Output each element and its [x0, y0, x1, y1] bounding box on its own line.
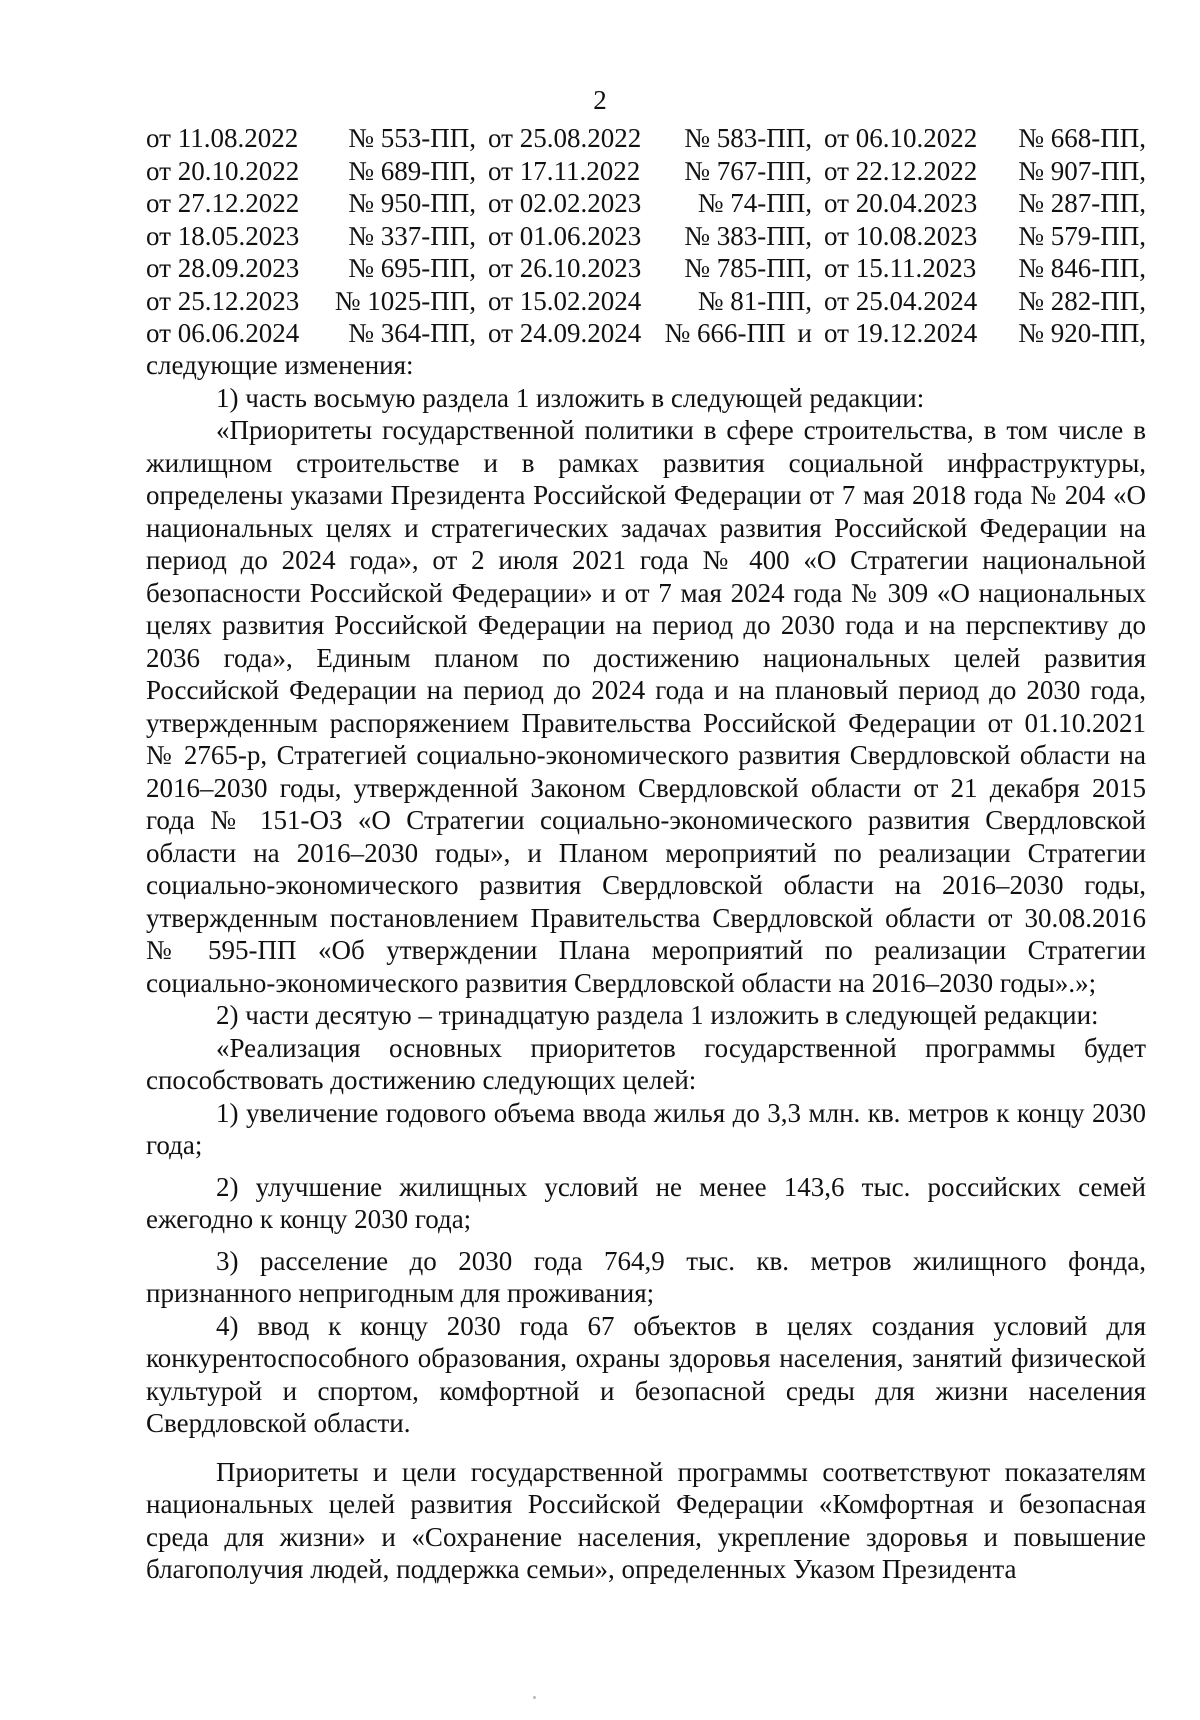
reference-number-text: № 695-ПП, — [348, 253, 476, 283]
reference-number — [1018, 252, 1146, 285]
reference-number — [698, 187, 812, 220]
reference-date: от 28.09.2023 — [146, 253, 300, 283]
paragraph: следующие изменения: — [146, 350, 414, 380]
reference-number — [1018, 122, 1146, 155]
reference-number-text: № 689-ПП, — [348, 155, 476, 186]
reference-date: от 26.10.2023 — [488, 253, 642, 283]
reference-conjunction: и — [797, 318, 812, 348]
reference-entry — [824, 122, 1146, 155]
reference-number-text: № 666-ПП — [664, 318, 786, 348]
reference-date: от 01.06.2023 — [488, 220, 642, 251]
paragraph: «Приоритеты государственной политики в сфере строительства, в том числе в жилищном строительстве и в рамках развития социальной инфраструктуры, определены указами Президента Российской Федерации от 7 мая 2018 года № 204 «О национальных целях и стратегических задачах развития Российской Федерации на период до 2024 года», от 2 июля 2021 года № 400 «О Стратегии национальной безопасности Российской Федерации» и от 7 мая 2024 года № 309 «О национальных целях развития Российской Федерации на период до 2030 года и на перспективу до 2036 года», Единым планом по достижению национальных целей развития Российской Федерации на период до 2024 года и на плановый период до 2030 года, утвержденным распоряжением Правительства Российской Федерации от 01.10.2021 № 2765-р, Стратегией социально-экономического развития Свердловской области на 2016–2030 годы, утвержденной Законом Свердловской области от 21 декабря 2015 года № 151-ОЗ «О Стратегии социально-экономического развития Свердловской области на 2016–2030 годы», и Планом мероприятий по реализации Стратегии социально-экономического развития Свердловской области на 2016–2030 годы, утвержденным постановлением Правительства Свердловской области от 30.08.2016 № 595-ПП «Об утверждении Плана мероприятий по реализации Стратегии социально-экономического развития Свердловской области на 2016–2030 годы».»; — [146, 415, 1146, 998]
reference-number — [665, 317, 812, 350]
reference-number-text: № 920-ПП, — [1018, 318, 1146, 348]
reference-date: от 02.02.2023 — [488, 188, 642, 218]
decree-references — [146, 122, 1146, 350]
reference-entry — [488, 155, 824, 188]
reference-number-text: № 950-ПП, — [348, 188, 476, 218]
reference-number — [1018, 317, 1146, 350]
reference-entry — [488, 122, 824, 155]
reference-number-text: № 767-ПП, — [684, 155, 812, 186]
reference-number-text: № 337-ПП, — [348, 220, 476, 251]
scan-artifact — [533, 1696, 536, 1699]
reference-date: от 19.12.2024 — [824, 318, 978, 348]
reference-date: от 15.11.2023 — [824, 253, 977, 283]
reference-date: от 22.12.2022 — [824, 155, 978, 186]
document-body — [146, 349, 1146, 1586]
reference-number — [348, 252, 476, 285]
reference-number-text: № 579-ПП, — [1018, 220, 1146, 251]
reference-number-text: № 81-ПП, — [697, 285, 812, 316]
reference-number — [698, 285, 812, 318]
reference-entry — [146, 252, 488, 285]
reference-row — [146, 122, 1146, 155]
reference-entry — [824, 155, 1146, 188]
reference-entry — [488, 187, 824, 220]
reference-entry — [488, 220, 824, 253]
reference-number-text: № 553-ПП, — [348, 123, 476, 153]
reference-number — [1018, 285, 1146, 318]
reference-number-text: № 383-ПП, — [684, 220, 812, 251]
reference-entry — [146, 122, 488, 155]
reference-row — [146, 220, 1146, 253]
reference-row — [146, 252, 1146, 285]
reference-number-text: № 364-ПП, — [348, 318, 476, 348]
reference-date: от 25.08.2022 — [488, 123, 642, 153]
reference-entry — [488, 252, 824, 285]
reference-number-text: № 668-ПП, — [1018, 123, 1146, 153]
reference-date: от 11.08.2022 — [146, 123, 299, 153]
reference-number — [1018, 155, 1146, 188]
reference-date: от 10.08.2023 — [824, 220, 978, 251]
reference-number — [1018, 220, 1146, 253]
reference-number-text: № 287-ПП, — [1018, 188, 1146, 218]
reference-number — [348, 122, 476, 155]
paragraph: 1) увеличение годового объема ввода жилья до 3,3 млн. кв. метров к концу 2030 года; — [146, 1097, 1146, 1160]
paragraph: 4) ввод к концу 2030 года 67 объектов в целях создания условий для конкурентоспособного образования, охраны здоровья населения, занятий физической культурой и спортом, комфортной и безопасной среды для жизни населения Свердловской области. — [146, 1310, 1146, 1438]
reference-number — [684, 155, 812, 188]
reference-number — [348, 220, 476, 253]
reference-date: от 20.10.2022 — [146, 155, 300, 186]
reference-number — [335, 285, 476, 318]
reference-number — [684, 122, 812, 155]
reference-entry — [824, 187, 1146, 220]
reference-row — [146, 187, 1146, 220]
reference-date: от 06.10.2022 — [824, 123, 978, 153]
reference-number — [348, 187, 476, 220]
reference-number-text: № 282-ПП, — [1018, 285, 1146, 316]
reference-number-text: № 846-ПП, — [1018, 253, 1146, 283]
reference-entry — [824, 285, 1146, 318]
reference-date: от 20.04.2023 — [824, 188, 978, 218]
reference-date: от 27.12.2022 — [146, 188, 300, 218]
reference-number-text: № 583-ПП, — [684, 123, 812, 153]
paragraph: Приоритеты и цели государственной программы соответствуют показателям национальных целей развития Российской Федерации «Комфортная и безопасная среда для жизни» и «Сохранение населения, укрепление здоровья и повышение благополучия людей, поддержка семьи», определенных Указом Президента — [146, 1456, 1146, 1584]
reference-row — [146, 285, 1146, 318]
reference-number — [348, 317, 476, 350]
paragraph: «Реализация основных приоритетов государственной программы будет способствовать достижению следующих целей: — [146, 1032, 1146, 1095]
reference-date: от 25.04.2024 — [824, 285, 978, 316]
reference-entry — [146, 317, 488, 350]
reference-entry — [146, 155, 488, 188]
reference-number — [1018, 187, 1146, 220]
reference-date: от 24.09.2024 — [488, 318, 642, 348]
paragraph: 2) части десятую – тринадцатую раздела 1 изложить в следующей редакции: — [216, 1000, 1099, 1030]
reference-entry — [146, 187, 488, 220]
reference-row — [146, 317, 1146, 350]
reference-entry — [146, 220, 488, 253]
reference-date: от 06.06.2024 — [146, 318, 300, 348]
reference-number — [684, 252, 812, 285]
reference-entry — [824, 317, 1146, 350]
reference-entry — [488, 285, 824, 318]
reference-date: от 18.05.2023 — [146, 220, 300, 251]
reference-entry — [488, 317, 824, 350]
paragraph: 3) расселение до 2030 года 764,9 тыс. кв. метров жилищного фонда, признанного непригодным для проживания; — [146, 1245, 1146, 1308]
reference-number-text: № 1025-ПП, — [334, 285, 476, 316]
reference-entry — [824, 220, 1146, 253]
reference-number-text: № 907-ПП, — [1018, 155, 1146, 186]
reference-date: от 25.12.2023 — [146, 285, 300, 316]
paragraph: 1) часть восьмую раздела 1 изложить в следующей редакции: — [216, 382, 925, 413]
reference-entry — [146, 285, 488, 318]
reference-date: от 17.11.2022 — [488, 155, 641, 186]
reference-number — [684, 220, 812, 253]
reference-date: от 15.02.2024 — [488, 285, 642, 316]
reference-number-text: № 785-ПП, — [684, 253, 812, 283]
reference-number-text: № 74-ПП, — [697, 188, 812, 218]
paragraph: 2) улучшение жилищных условий не менее 143,6 тыс. российских семей ежегодно к концу 2030 года; — [146, 1171, 1146, 1234]
reference-row — [146, 155, 1146, 188]
reference-entry — [824, 252, 1146, 285]
page-number: 2 — [593, 85, 607, 115]
reference-number — [348, 155, 476, 188]
